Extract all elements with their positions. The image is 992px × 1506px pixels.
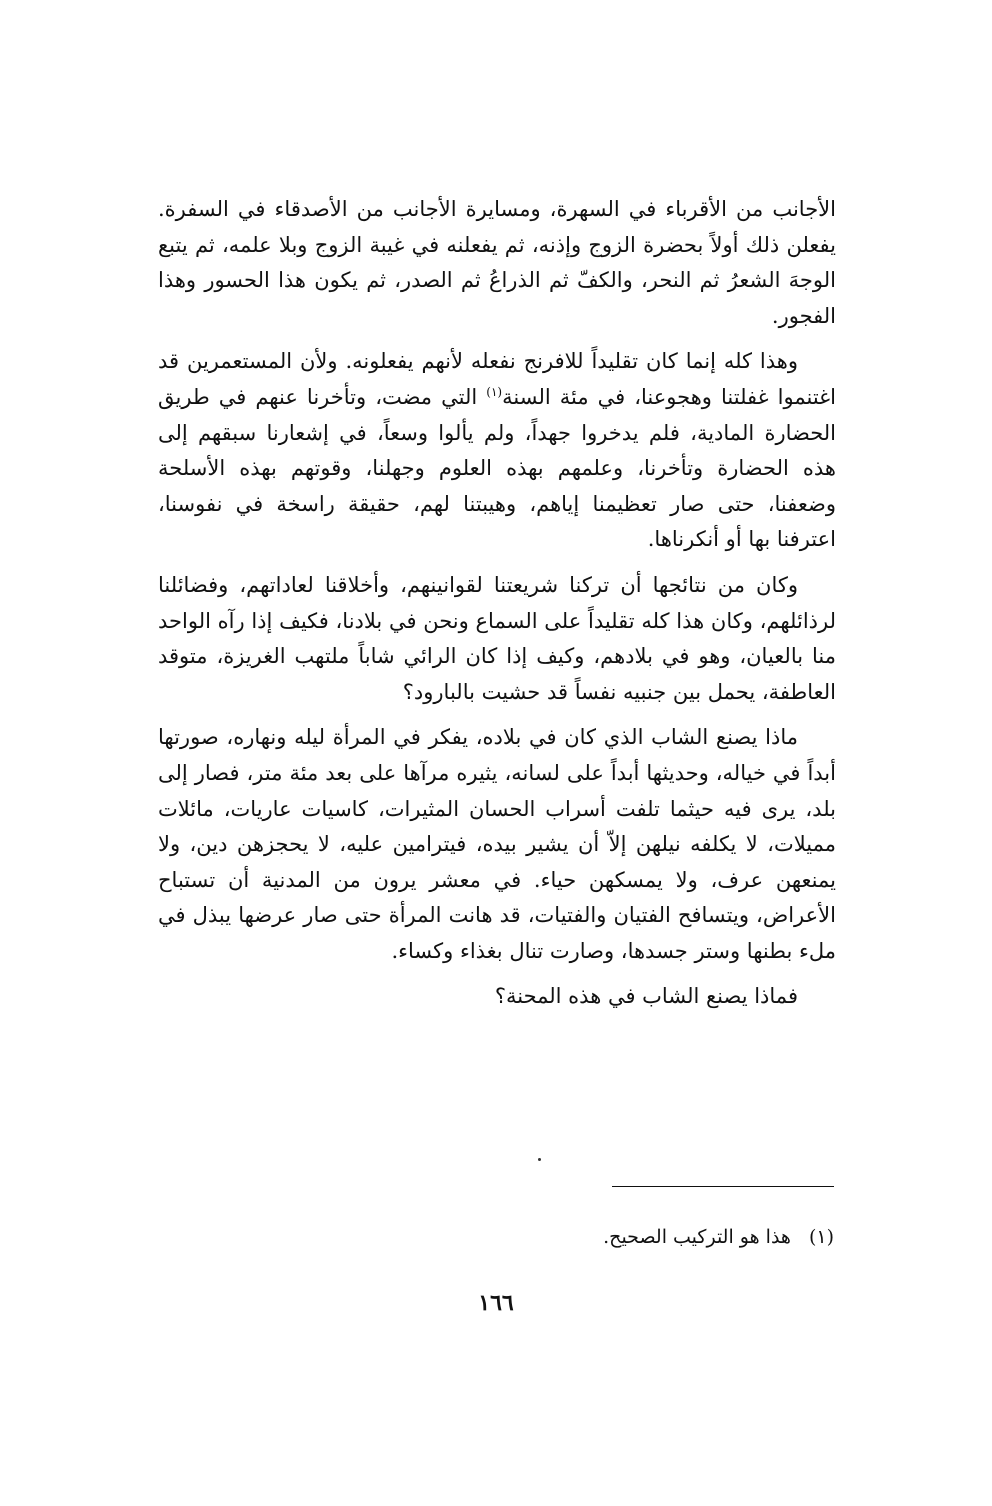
footnote-number: (١): [808, 1226, 834, 1248]
page-number: ١٦٦: [478, 1290, 514, 1316]
footnote-divider: [612, 1186, 834, 1187]
footnote: [603, 1224, 834, 1250]
paragraph-2-part-1: وهذا كله إنما كان تقليداً للافرنج نفعله لأنهم يفعلونه. ولأن المستعمرين قد اغتنموا غفلتنا وهجوعنا، في مئة السنة: [158, 349, 837, 409]
paragraph-1: الأجانب من الأقرباء في السهرة، ومسايرة الأجانب من الأصدقاء في السفرة. يفعلن ذلك أولاً بحضرة الزوج وإذنه، ثم يفعلنه في غيبة الزوج وبلا علمه، ثم يتبع الوجهَ الشعرُ ثم النحر، والكفّ ثم الذراعُ ثم الصدر، ثم يكون هذا الحسور وهذا الفجور.: [158, 197, 836, 328]
paragraph-2: [158, 344, 836, 558]
paragraph-3: وكان من نتائجها أن تركنا شريعتنا لقوانينهم، وأخلاقنا لعاداتهم، وفضائلنا لرذائلهم، وكان هذا كله تقليداً على السماع ونحن في بلادنا، فكيف إذا رآه الواحد منا بالعيان، وهو في بلادهم، وكيف إذا كان الرائي شاباً ملتهب الغريزة، متوقد العاطفة، يحمل بين جنبيه نفساً قد حشيت بالبارود؟: [158, 572, 836, 704]
main-text: [158, 192, 836, 1025]
paragraph-2-part-2: التي مضت، وتأخرنا عنهم في طريق الحضارة المادية، فلم يدخروا جهداً، ولم يألوا وسعاً، في إشعارنا سبقهم إلى هذه الحضارة وتأخرنا، وعلمهم بهذه العلوم وجهلنا، وقوتهم بهذه الأسلحة وضعفنا، حتى صار تعظيمنا إياهم، وهيبتنا لهم، حقيقة راسخة في نفوسنا، اعترفنا بها أو أنكرناها.: [158, 384, 836, 552]
paragraph-5: فماذا يصنع الشاب في هذه المحنة؟: [494, 984, 798, 1009]
stray-mark: [538, 1158, 541, 1161]
paragraph-4: ماذا يصنع الشاب الذي كان في بلاده، يفكر في المرأة ليله ونهاره، صورتها أبداً في خياله، وحديثها أبداً على لسانه، يثيره مرآها على بعد مئة متر، فصار إلى بلد، يرى فيه حيثما تلفت أسراب الحسان المثيرات، كاسيات عاريات، مائلات مميلات، لا يكلفه نيلهن إلاّ أن يشير بيده، فيترامين عليه، لا يحجزهن دين، ولا يمنعهن عرف، ولا يمسكهن حياء. في معشر يرون من المدنية أن تستباح الأعراض، ويتسافح الفتيان والفتيات، قد هانت المرأة حتى صار عرضها يبذل في ملء بطنها وستر جسدها، وصارت تنال بغذاء وكساء.: [158, 725, 836, 963]
footnote-reference[interactable]: (١): [486, 384, 503, 399]
footnote-text: هذا هو التركيب الصحيح.: [603, 1226, 791, 1248]
